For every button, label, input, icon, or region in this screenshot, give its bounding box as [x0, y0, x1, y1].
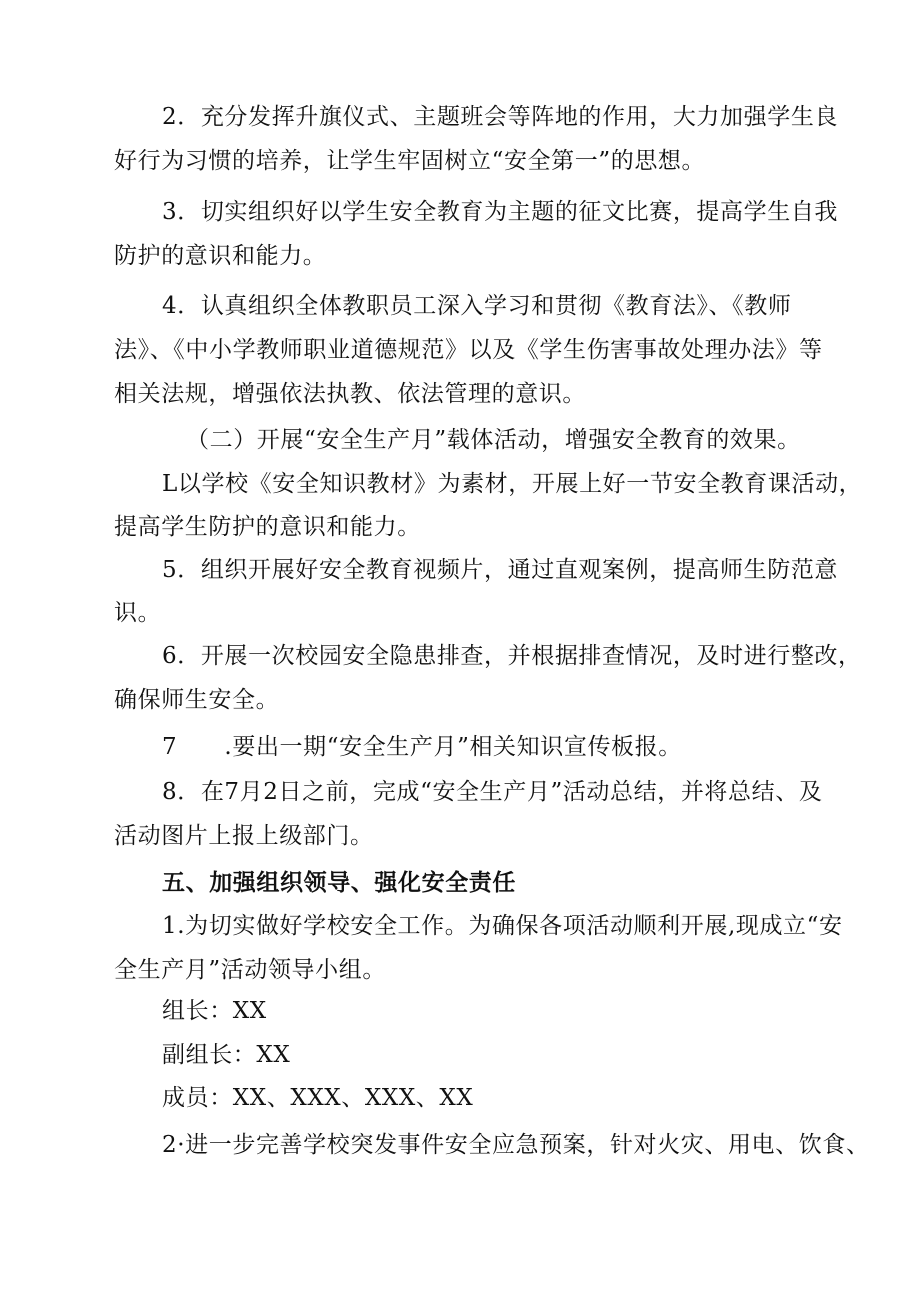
paragraph-3-line-1: 3．切实组织好以学生安全教育为主题的征文比赛，提高学生自我 — [162, 199, 839, 225]
paragraph-l-line-1: L以学校《安全知识教材》为素材，开展上好一节安全教育课活动， — [162, 471, 863, 497]
paragraph-8-line-2: 活动图片上报上级部门。 — [114, 823, 374, 849]
paragraph-6-line-2: 确保师生安全。 — [114, 687, 280, 713]
paragraph-4-line-1: 4．认真组织全体教职员工深入学习和贯彻《教育法》、《教师 — [162, 293, 792, 319]
group-leader: 组长：XX — [162, 998, 267, 1024]
paragraph-6-line-1: 6．开展一次校园安全隐患排查，并根据排查情况，及时进行整改， — [162, 643, 862, 669]
paragraph-5-line-2: 识。 — [114, 600, 162, 626]
paragraph-5-line-1: 5．组织开展好安全教育视频片，通过直观案例，提高师生防范意 — [162, 557, 839, 583]
paragraph-8-line-1: 8．在7月2日之前，完成“安全生产月”活动总结，并将总结、及 — [162, 779, 823, 805]
paragraph-2-line-2: 好行为习惯的培养，让学生牢固树立“安全第一”的思想。 — [114, 148, 706, 174]
paragraph-9-line-1: 1.为切实做好学校安全工作。为确保各项活动顺利开展,现成立“安 — [162, 913, 843, 939]
paragraph-10-line-1: 2·进一步完善学校突发事件安全应急预案，针对火灾、用电、饮食、 — [162, 1132, 870, 1158]
paragraph-2-line-1: 2．充分发挥升旗仪式、主题班会等阵地的作用，大力加强学生良 — [162, 104, 839, 130]
paragraph-4-line-3: 相关法规，增强依法执教、依法管理的意识。 — [114, 381, 586, 407]
paragraph-3-line-2: 防护的意识和能力。 — [114, 243, 327, 269]
paragraph-7-line-1: 7 .要出一期“安全生产月”相关知识宣传板报。 — [162, 734, 682, 760]
group-members: 成员：XX、XXX、XXX、XX — [162, 1085, 474, 1111]
paragraph-9-line-2: 全生产月”活动领导小组。 — [114, 957, 386, 983]
section-heading-2: （二）开展“安全生产月”载体活动，增强安全教育的效果。 — [186, 427, 801, 453]
section-heading-5: 五、加强组织领导、强化安全责任 — [162, 869, 516, 896]
group-vice-leader: 副组长：XX — [162, 1042, 291, 1068]
paragraph-l-line-2: 提高学生防护的意识和能力。 — [114, 514, 421, 540]
paragraph-4-line-2: 法》、《中小学教师职业道德规范》以及《学生伤害事故处理办法》等 — [114, 337, 823, 363]
